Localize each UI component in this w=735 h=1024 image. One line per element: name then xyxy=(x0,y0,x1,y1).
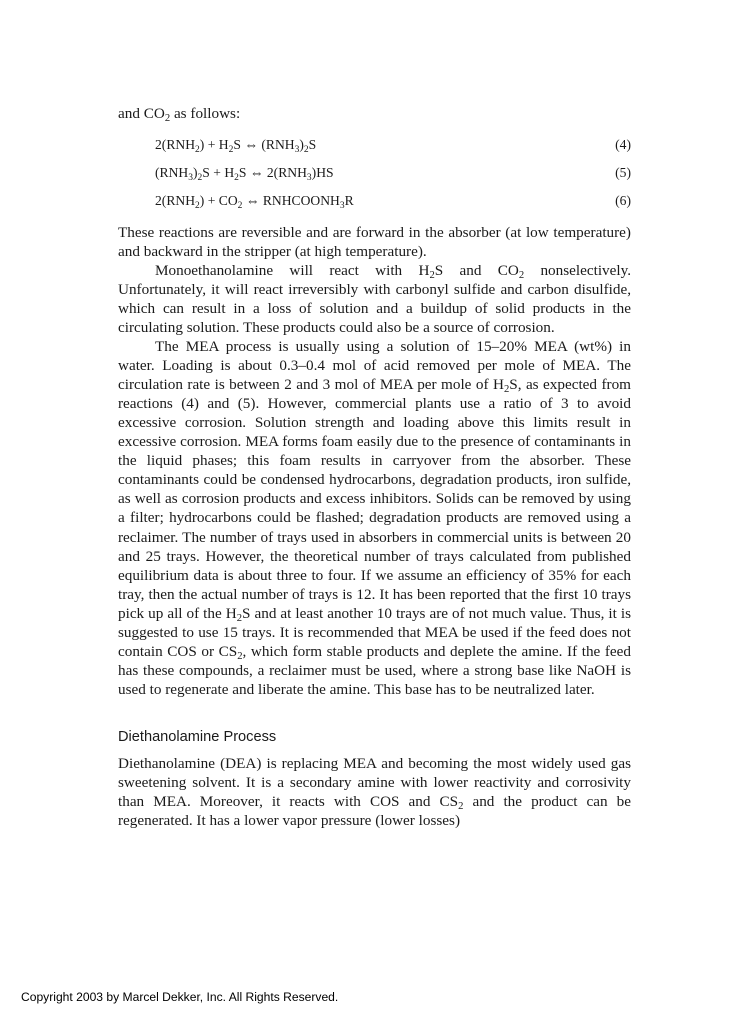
equation-arrow: ⇔ xyxy=(245,193,260,208)
equation-5-number: (5) xyxy=(615,165,631,180)
paragraph-mea-process: The MEA process is usually using a solution of 15–20% MEA (wt%) in water. Loading is about 0.3–0.4 mol of acid removed per mole of MEA. The circulation rate is between 2 and 3 mol of MEA per mole of $H_2S$, as expected from reactions (4) and (5). However, commercial plants use a ratio of 3 to avoid excessive corrosion. Solution strength and loading above this limits result in excessive corrosion. MEA forms foam easily due to the presence of contaminants in the liquid phases; this foam results in carryover from the absorber. These contaminants could be condensed hydrocarbons, degradation products, iron sulfide, as well as corrosion products and excess inhibitors. Solids can be removed by using a filter; hydrocarbons could be flashed; degradation products are removed using a reclaimer. The number of trays used in absorbers in commercial units is between 20 and 25 trays. However, the theoretical number of trays calculated from published equilibrium data is about three to four. If we assume an efficiency of 35% for each tray, then the actual number of trays is 12. It has been reported that the first 10 trays pick up all of the $H_2S$ and at least another 10 trays are of not much value. Thus, it is suggested to use 15 trays. It is recommended that MEA be used if the feed does not contain COS or $CS_2$, which form stable products and deplete the amine. If the feed has these compounds, a reclaimer must be used, where a strong base like NaOH is used to regenerate and liberate the amine. This base has to be neutralized later. xyxy=(118,338,631,698)
equation-4-rhs: $(RNH_3)_2S$ xyxy=(261,137,317,155)
equation-6 xyxy=(118,187,631,215)
equation-4 xyxy=(118,131,631,159)
equation-5-lhs: $(RNH_3)_2S + H_2S$ xyxy=(155,165,247,183)
equation-arrow: ⇔ xyxy=(249,165,264,180)
equation-4-number: (4) xyxy=(615,137,631,152)
intro-subscript: 2 xyxy=(164,113,171,124)
intro-tail: as follows: xyxy=(170,105,241,122)
equation-4-lhs: $2(RNH_2) + H_2S$ xyxy=(155,137,241,155)
equation-5 xyxy=(118,159,631,187)
paragraph-mea-selectivity: Monoethanolamine will react with $H_2S$ and $CO_2$ nonselectively. Unfortunately, it will react irreversibly with carbonyl sulfide and carbon disulfide, which can result in a loss of solution and a buildup of solid products in the circulating solution. These products could also be a source of corrosion. xyxy=(118,262,631,337)
paragraph-reversible-reactions: These reactions are reversible and are forward in the absorber (at low temperature) and backward in the stripper (at high temperature). xyxy=(118,224,631,261)
page-content xyxy=(118,104,631,830)
equation-5-rhs: $2(RNH_3)HS$ xyxy=(266,165,334,183)
equation-6-rhs: $RNHCOONH_3R$ xyxy=(262,193,354,211)
equation-6-number: (6) xyxy=(615,193,631,208)
equation-arrow: ⇔ xyxy=(244,137,258,152)
paragraph-dea-intro: Diethanolamine (DEA) is replacing MEA and becoming the most widely used gas sweetening solvent. It is a secondary amine with lower reactivity and corrosivity than MEA. Moreover, it reacts with COS and $CS_2$ and the product can be regenerated. It has a lower vapor pressure (lower losses) xyxy=(118,754,631,829)
intro-lead: and CO xyxy=(118,105,165,122)
intro-line xyxy=(118,104,631,123)
equation-6-lhs: $2(RNH_2) + CO_2$ xyxy=(155,193,243,211)
copyright-footer: Copyright 2003 by Marcel Dekker, Inc. All Rights Reserved. xyxy=(21,990,339,1004)
section-heading-diethanolamine: Diethanolamine Process xyxy=(118,728,277,745)
equation-list xyxy=(118,131,631,215)
